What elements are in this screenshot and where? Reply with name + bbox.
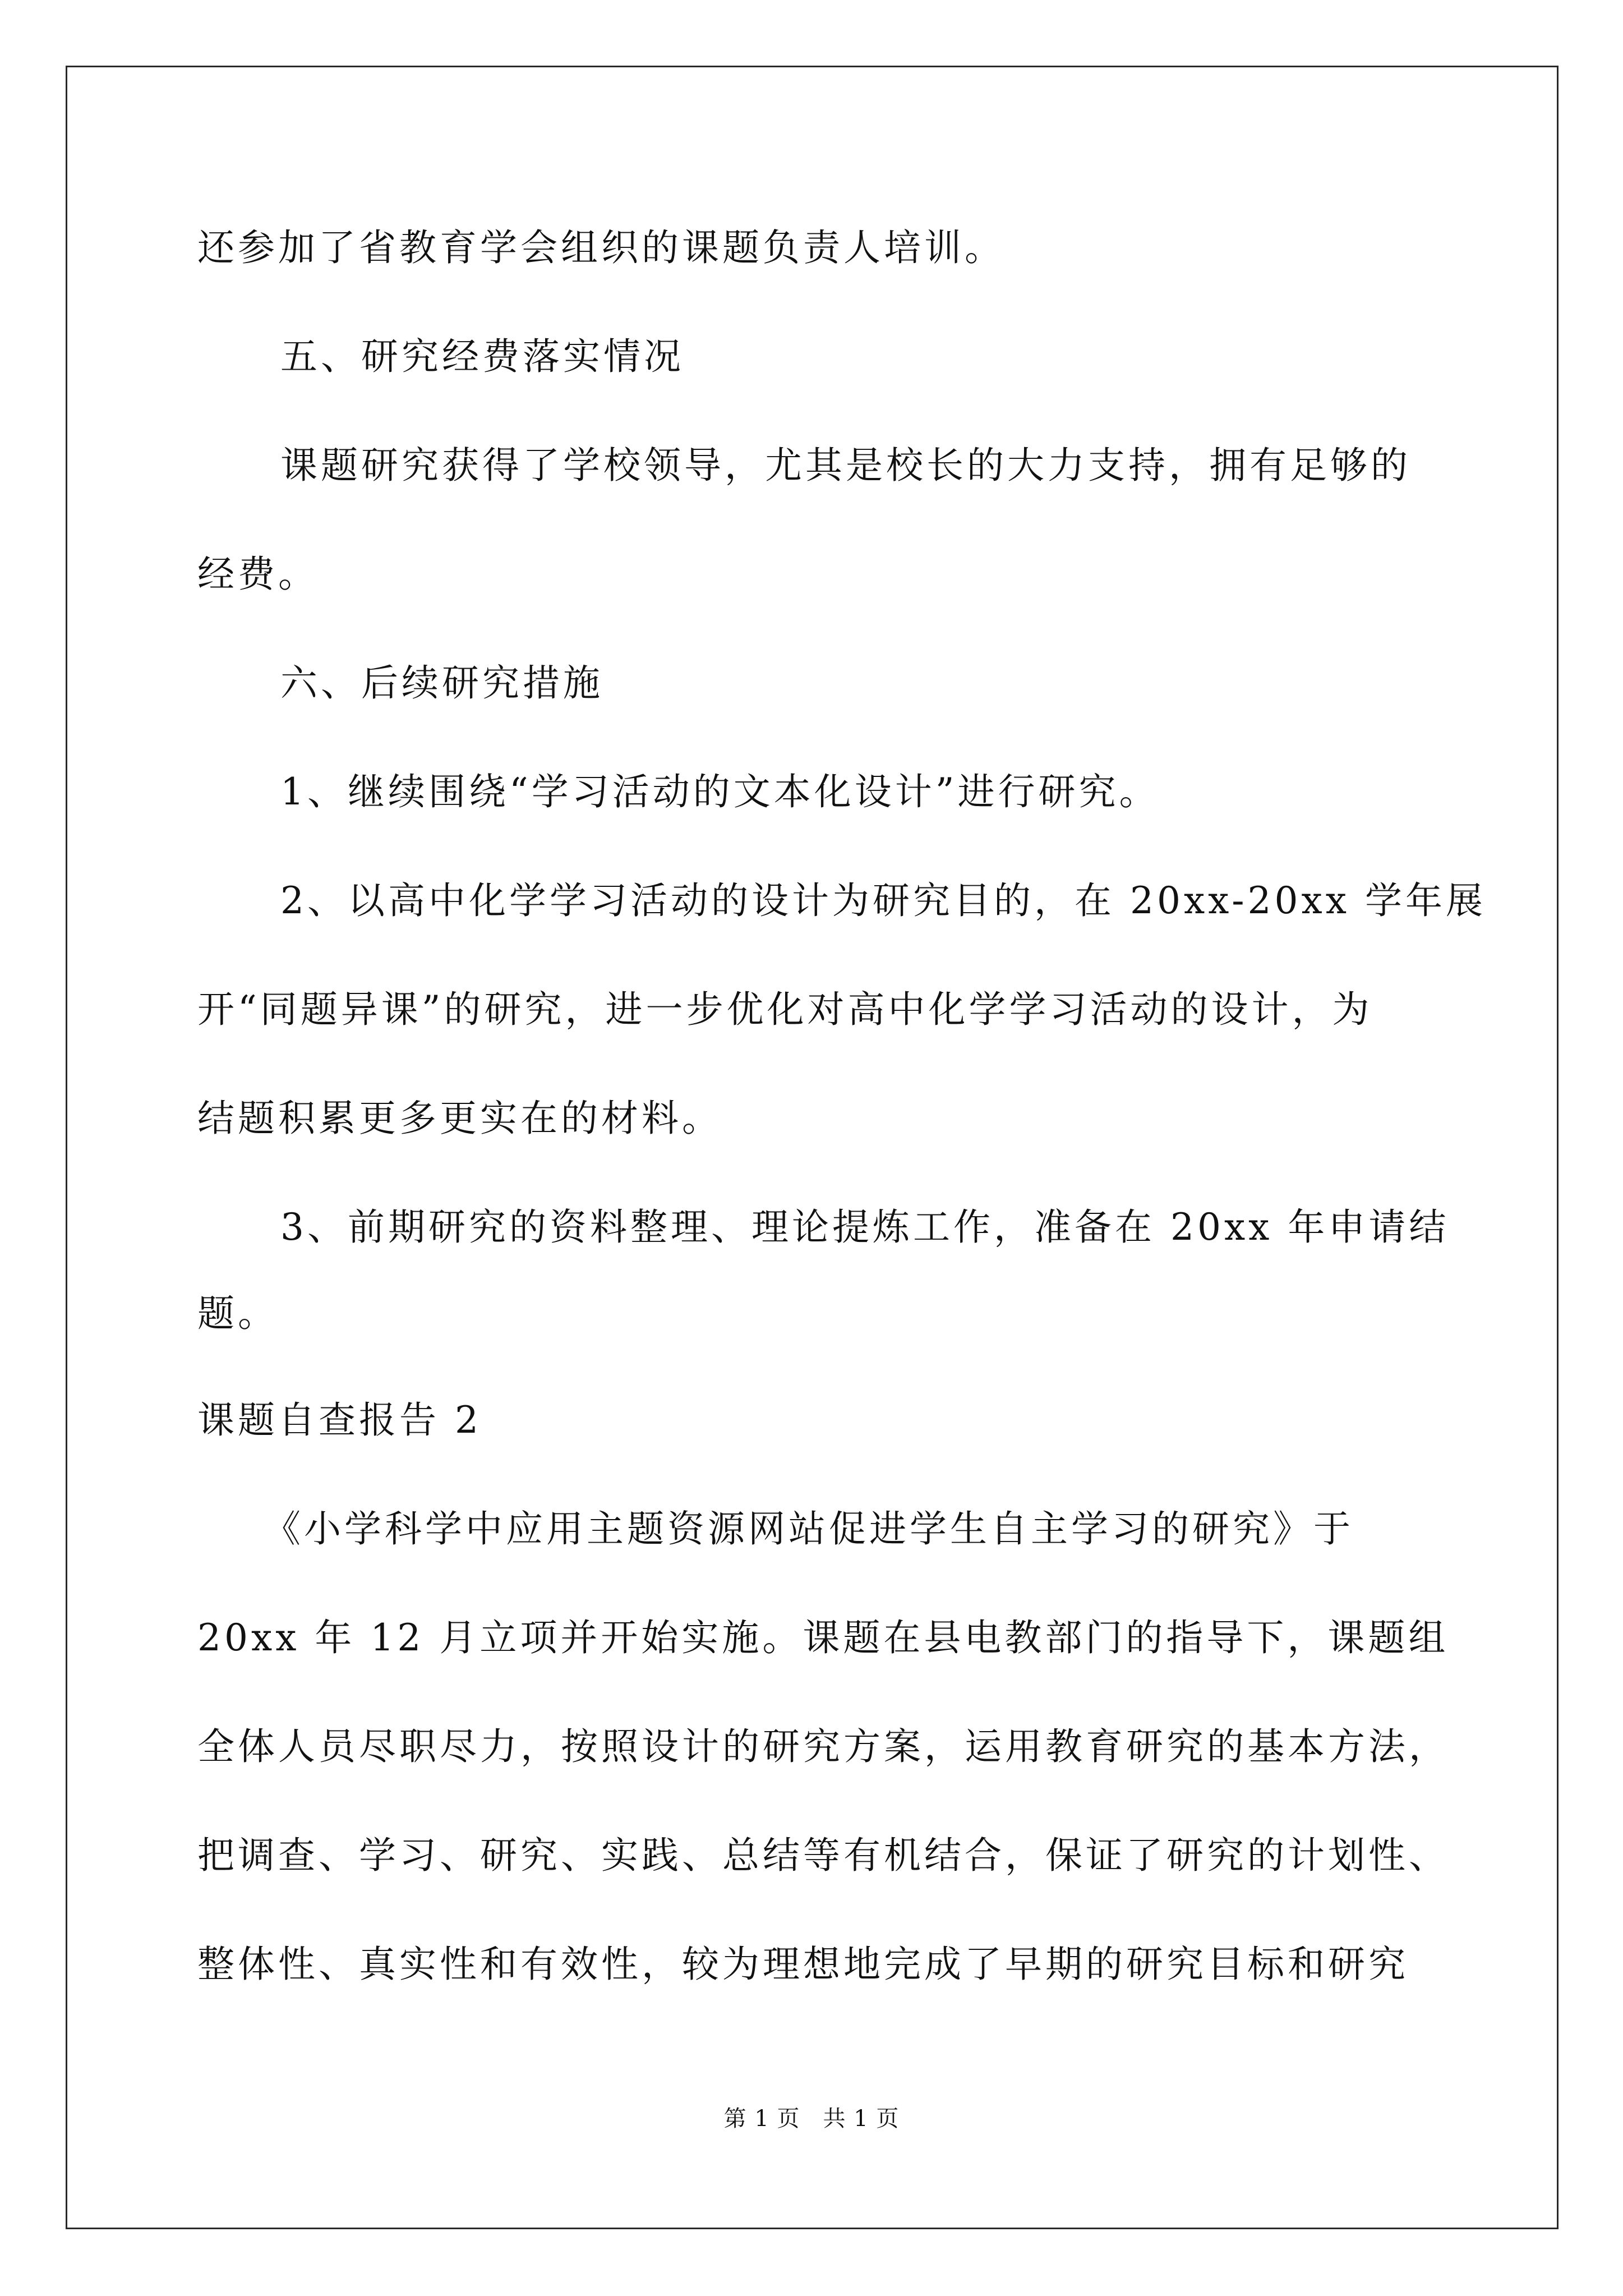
text-line: 结题积累更多更实在的材料。	[197, 1097, 722, 1140]
section-heading: 六、后续研究措施	[280, 661, 603, 705]
section-heading: 五、研究经费落实情况	[280, 335, 684, 378]
text-line: 《小学科学中应用主题资源网站促进学生自主学习的研究》于	[264, 1507, 1354, 1550]
text-line: 20xx 年 12 月立项并开始实施。课题在县电教部门的指导下，课题组	[197, 1616, 1449, 1659]
text-line: 3、前期研究的资料整理、理论提炼工作，准备在 20xx 年申请结	[280, 1205, 1450, 1249]
page-border	[66, 66, 1559, 2229]
text-line: 把调查、学习、研究、实践、总结等有机结合，保证了研究的计划性、	[197, 1834, 1449, 1877]
text-line: 经费。	[197, 553, 319, 596]
text-line: 题。	[197, 1292, 278, 1335]
text-line: 全体人员尽职尽力，按照设计的研究方案，运用教育研究的基本方法，	[197, 1725, 1449, 1768]
text-line: 课题研究获得了学校领导，尤其是校长的大力支持，拥有足够的	[280, 444, 1411, 487]
report-title: 课题自查报告 2	[197, 1398, 482, 1442]
text-line: 还参加了省教育学会组织的课题负责人培训。	[197, 226, 1005, 269]
page-footer: 第 1 页 共 1 页	[723, 2106, 900, 2132]
text-line: 整体性、真实性和有效性，较为理想地完成了早期的研究目标和研究	[197, 1943, 1409, 1986]
text-line: 开“同题异课”的研究，进一步优化对高中化学学习活动的设计，为	[197, 988, 1373, 1031]
text-line: 1、继续围绕“学习活动的文本化设计”进行研究。	[280, 770, 1160, 813]
text-line: 2、以高中化学学习活动的设计为研究目的，在 20xx-20xx 学年展	[280, 879, 1486, 922]
